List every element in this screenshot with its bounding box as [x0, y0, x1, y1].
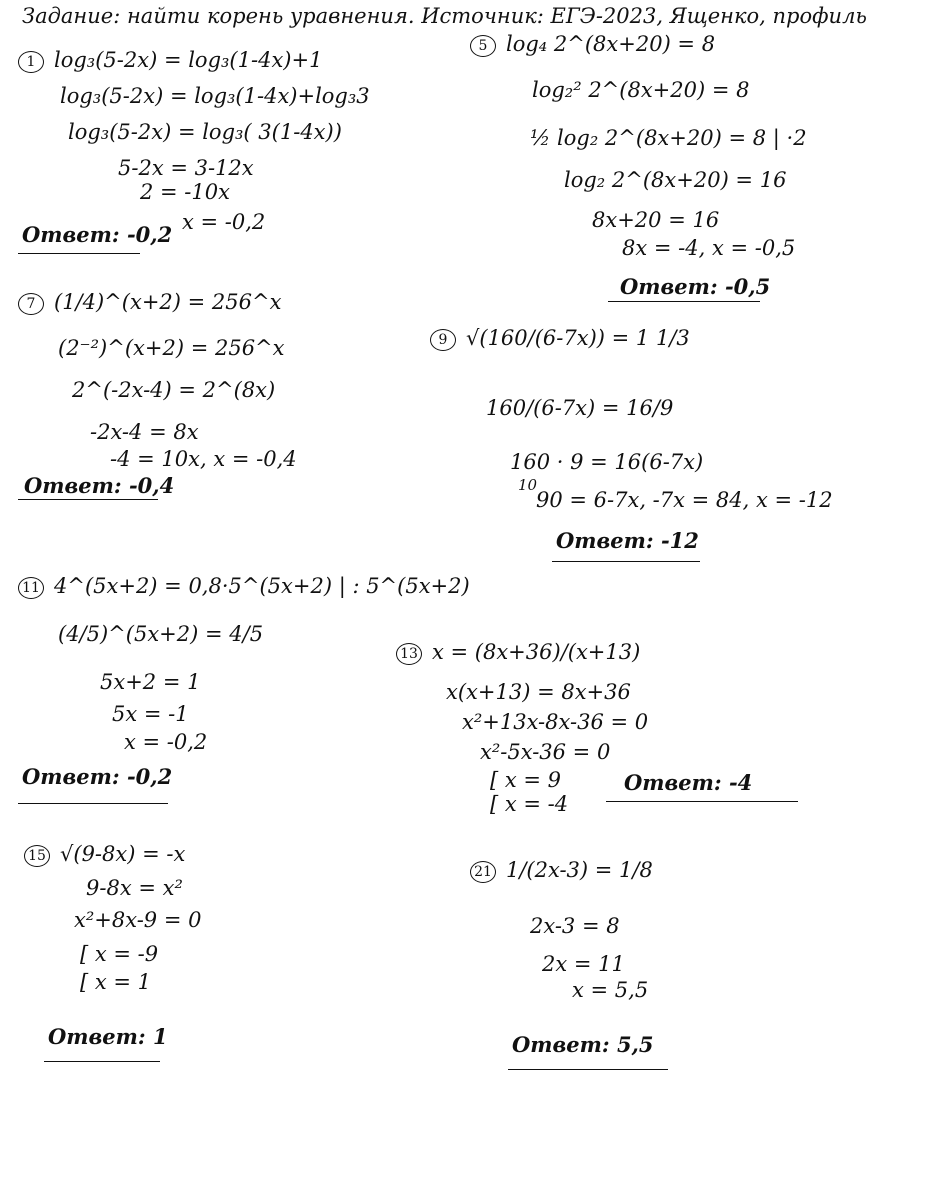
- problem-number-7: 7: [18, 293, 44, 315]
- answer-text: Ответ: -0,2: [22, 764, 173, 789]
- problem-number-11: 11: [18, 577, 44, 599]
- solution-line: 2 = -10x: [140, 180, 230, 204]
- equation-line: 1/(2x-3) = 1/8: [506, 858, 653, 882]
- answer-underline: [552, 561, 700, 562]
- solution-line: 9-8x = x²: [86, 876, 183, 900]
- solution-line: 90 = 6-7x, -7x = 84, x = -12: [536, 488, 833, 512]
- solution-line: log₃(5-2x) = log₃(1-4x)+log₃3: [60, 84, 370, 108]
- solution-line: 5x+2 = 1: [100, 670, 201, 694]
- solution-line: 5x = -1: [112, 702, 189, 726]
- solution-line: (4/5)^(5x+2) = 4/5: [58, 622, 264, 646]
- solution-line: 5-2x = 3-12x: [118, 156, 254, 180]
- equation-line: (1/4)^(x+2) = 256^x: [54, 290, 282, 314]
- solution-line: -4 = 10x, x = -0,4: [110, 447, 297, 471]
- solution-line: [ x = 1: [80, 970, 152, 994]
- solution-line: 160 · 9 = 16(6-7x): [510, 450, 704, 474]
- answer-text: Ответ: -4: [624, 770, 753, 795]
- equation-line: √(160/(6-7x)) = 1 1/3: [466, 326, 690, 350]
- answer-underline: [606, 801, 798, 802]
- equation-line: log₃(5-2x) = log₃(1-4x)+1: [54, 48, 323, 72]
- problem-number-15: 15: [24, 845, 50, 867]
- equation-line: log₄ 2^(8x+20) = 8: [506, 32, 716, 56]
- problem-number-13: 13: [396, 643, 422, 665]
- solution-line: log₂² 2^(8x+20) = 8: [532, 78, 750, 102]
- solution-line: x = -0,2: [124, 730, 208, 754]
- answer-text: Ответ: -0,4: [24, 473, 175, 498]
- solution-line: -2x-4 = 8x: [90, 420, 199, 444]
- solution-line: x²+8x-9 = 0: [74, 908, 202, 932]
- solution-note: 10: [518, 476, 538, 494]
- problem-number-5: 5: [470, 35, 496, 57]
- solution-line: 8x = -4, x = -0,5: [622, 236, 796, 260]
- solution-line: x²+13x-8x-36 = 0: [462, 710, 649, 734]
- answer-underline: [18, 803, 168, 804]
- solution-line: log₂ 2^(8x+20) = 16: [564, 168, 787, 192]
- equation-line: x = (8x+36)/(x+13): [432, 640, 641, 664]
- solution-line: [ x = -9: [80, 942, 159, 966]
- solution-line: [ x = -4: [490, 792, 569, 816]
- answer-underline: [18, 499, 158, 500]
- solution-line: (2⁻²)^(x+2) = 256^x: [58, 336, 285, 360]
- problem-number-21: 21: [470, 861, 496, 883]
- solution-line: log₃(5-2x) = log₃( 3(1-4x)): [68, 120, 342, 144]
- problem-number-1: 1: [18, 51, 44, 73]
- answer-text: Ответ: 1: [48, 1024, 168, 1049]
- equation-line: √(9-8x) = -x: [60, 842, 186, 866]
- solution-line: 2x-3 = 8: [530, 914, 620, 938]
- answer-text: Ответ: -12: [556, 528, 699, 553]
- answer-underline: [44, 1061, 160, 1062]
- solution-line: x = -0,2: [182, 210, 266, 234]
- answer-text: Ответ: 5,5: [512, 1032, 654, 1057]
- solution-line: 8x+20 = 16: [592, 208, 720, 232]
- answer-text: Ответ: -0,2: [22, 222, 173, 247]
- answer-underline: [18, 253, 140, 254]
- solution-line: 2x = 11: [542, 952, 625, 976]
- solution-line: 160/(6-7x) = 16/9: [486, 396, 674, 420]
- solution-line: ½ log₂ 2^(8x+20) = 8 | ·2: [530, 126, 807, 150]
- answer-text: Ответ: -0,5: [620, 274, 771, 299]
- solution-line: x(x+13) = 8x+36: [446, 680, 631, 704]
- problem-number-9: 9: [430, 329, 456, 351]
- answer-underline: [508, 1069, 668, 1070]
- equation-line: 4^(5x+2) = 0,8·5^(5x+2) | : 5^(5x+2): [54, 574, 470, 598]
- solution-line: x²-5x-36 = 0: [480, 740, 611, 764]
- answer-underline: [608, 301, 760, 302]
- solution-line: x = 5,5: [572, 978, 649, 1002]
- solution-line: [ x = 9: [490, 768, 562, 792]
- task-header: Задание: найти корень уравнения. Источник: ЕГЭ-2023, Ященко, профиль: [22, 4, 867, 28]
- solution-line: 2^(-2x-4) = 2^(8x): [72, 378, 276, 402]
